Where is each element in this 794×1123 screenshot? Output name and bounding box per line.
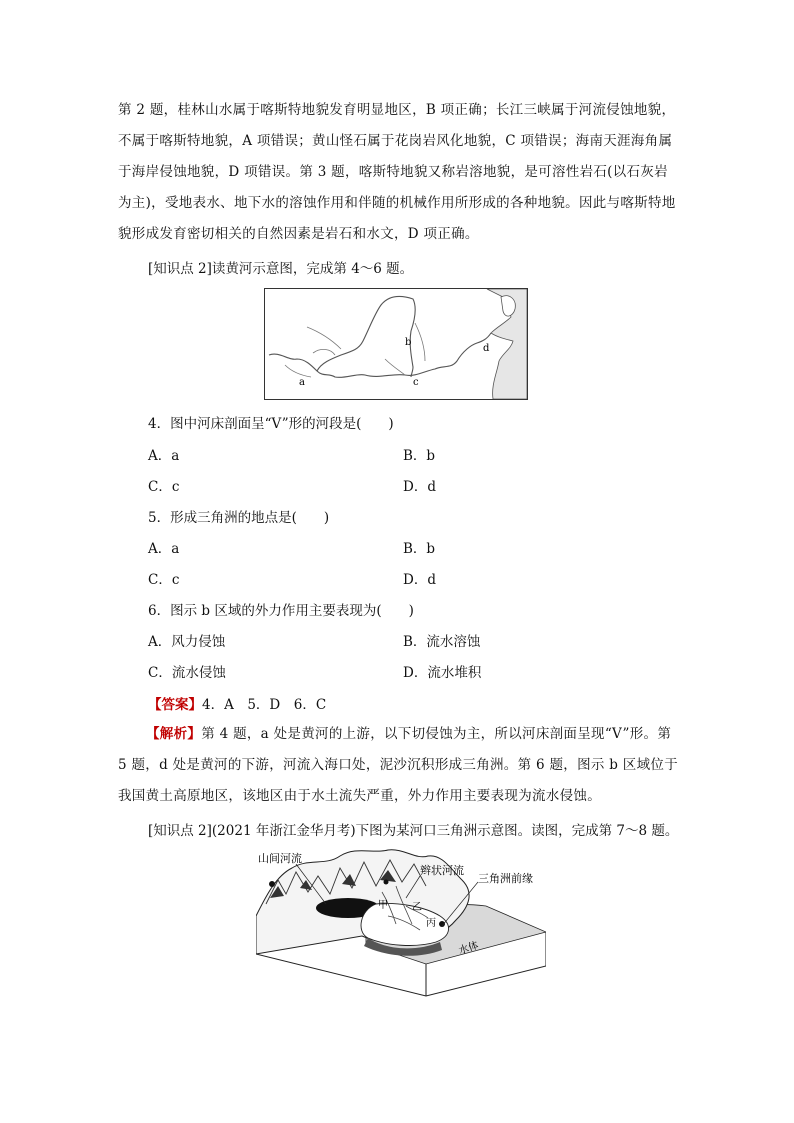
yellow-river-loop <box>317 297 415 377</box>
map-label-c: c <box>413 377 419 388</box>
yellow-river-map-svg <box>265 289 527 399</box>
bay <box>501 296 515 316</box>
tributary <box>415 323 425 361</box>
delta-diagram-svg <box>256 846 546 998</box>
tributary <box>307 327 341 349</box>
question-6-stem: 6．图示 b 区域的外力作用主要表现为( ) <box>148 603 414 619</box>
question-5-option-c[interactable]: C．c <box>148 572 180 588</box>
question-4-stem: 4．图中河床剖面呈“V”形的河段是( ) <box>148 416 394 432</box>
analysis-text: 第 4 题，a 处是黄河的上游，以下切侵蚀为主，所以河床剖面呈现“V”形。第 5 题，d 处是黄河的下游，河流入海口处，泥沙沉积形成三角洲。第 6 题，图示 b 区域位于我国黄土高原地区，该地区由于水土流失严重，外力作用主要表现为流水侵蚀。 <box>118 726 679 804</box>
map-label-a: a <box>299 377 305 388</box>
answer-tag: 【答案】 <box>148 697 202 713</box>
label-mountain-river: 山间河流 <box>258 852 302 865</box>
tributary <box>285 365 311 377</box>
label-water: 水体 <box>457 940 480 957</box>
label-delta-front: 三角洲前缘 <box>478 872 533 885</box>
analysis-tag: 【解析】 <box>146 726 202 742</box>
question-5-option-d[interactable]: D．d <box>403 572 436 588</box>
question-4-option-b[interactable]: B．b <box>403 448 436 464</box>
delta-diagram <box>256 846 546 998</box>
marker-spot <box>439 921 445 927</box>
question-5-option-a[interactable]: A．a <box>148 541 180 557</box>
section-intro-2: [知识点 2](2021 年浙江金华月考)下图为某河口三角洲示意图。读图，完成第 7～8 题。 <box>148 823 679 839</box>
tributary <box>385 359 405 375</box>
answer-line <box>148 694 326 716</box>
marker-spot <box>384 880 389 885</box>
answer-text: 4．A 5．D 6．C <box>202 697 327 713</box>
label-bing: 丙 <box>426 918 436 929</box>
question-4-option-d[interactable]: D．d <box>403 479 436 495</box>
yellow-river-map <box>264 288 528 400</box>
label-jia: 甲 <box>378 900 388 911</box>
map-label-b: b <box>405 337 412 348</box>
yellow-river-lower <box>269 333 491 377</box>
analysis-paragraph <box>118 719 678 812</box>
explanation-paragraph: 第 2 题，桂林山水属于喀斯特地貌发育明显地区，B 项正确；长江三峡属于河流侵蚀地貌，不属于喀斯特地貌，A 项错误；黄山怪石属于花岗岩风化地貌，C 项错误；海南天涯海角属于海岸侵蚀地貌，D 项错误。第 3 题，喀斯特地貌又称岩溶地貌，是可溶性岩石(以石灰岩为主)，受地表水、地下水的溶蚀作用和伴随的机械作用所形成的各种地貌。因此与喀斯特地貌形成发育密切相关的自然因素是岩石和水文，D 项正确。 <box>118 102 676 242</box>
label-yi: 乙 <box>412 902 422 913</box>
question-6-option-c[interactable]: C．流水侵蚀 <box>148 665 226 681</box>
question-4-option-c[interactable]: C．c <box>148 479 180 495</box>
question-5-stem: 5．形成三角洲的地点是( ) <box>148 510 330 526</box>
question-4-option-a[interactable]: A．a <box>148 448 180 464</box>
question-6-option-d[interactable]: D．流水堆积 <box>403 665 482 681</box>
question-6-option-a[interactable]: A．风力侵蚀 <box>148 634 226 650</box>
map-label-d: d <box>483 343 490 354</box>
tributary <box>313 349 335 355</box>
label-braided-river: 辫状河流 <box>420 864 464 877</box>
question-5-option-b[interactable]: B．b <box>403 541 436 557</box>
section-intro: [知识点 2]读黄河示意图，完成第 4～6 题。 <box>148 261 414 277</box>
marker-spot <box>269 881 275 887</box>
question-6-option-b[interactable]: B．流水溶蚀 <box>403 634 481 650</box>
